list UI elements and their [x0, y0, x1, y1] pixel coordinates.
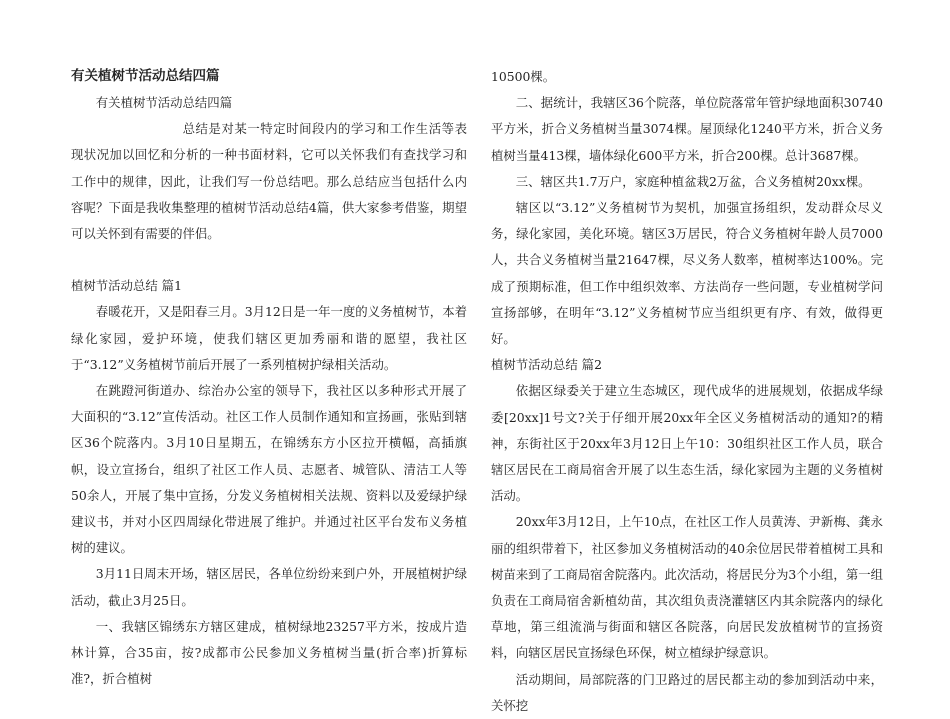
document-title: 有关植树节活动总结四篇 — [71, 68, 220, 84]
right-column — [491, 64, 883, 719]
paragraph: 辖区以“3.12”义务植树节为契机，加强宣扬组织，发动群众尽义务，绿化家园，美化环境。辖区3万居民，符合义务植树年龄人员7000人，共合义务植树当量21647棵，尽义务人数率，植树率达100%。完成了预期标准，但工作中组织效率、方法尚存一些问题，专业植树学问宣扬部够，在明年“3.12”义务植树节应当组织更有序、有效，做得更好。 — [491, 200, 883, 347]
paragraph: 有关植树节活动总结四篇 — [95, 95, 233, 110]
paragraph: 活动期间，局部院落的门卫路过的居民都主动的参加到活动中来，关怀挖 — [491, 671, 883, 713]
paragraph: 20xx年3月12日，上午10点，在社区工作人员黄涛、尹新梅、龚永丽的组织带着下，社区参加义务植树活动的40余位居民带着植树工具和树苗来到了工商局宿舍院落内。此次活动，将居民分为3个小组，第一组负责在工商局宿舍新植幼苗，其次组负责浇灌辖区内其余院落内的绿化草地，第三组流淌与街面和辖区各院落，向居民发放植树节的宣扬资料，向辖区居民宣扬绿色环保，树立植绿护绿意识。 — [491, 514, 883, 661]
paragraph: 在跳蹬河街道办、综治办公室的领导下，我社区以多种形式开展了大面积的“3.12”宣传活动。社区工作人员制作通知和宣扬画，张贴到辖区36个院落内。3月10日星期五，在锦绣东方小区拉开横幅，高插旗帜，设立宣扬台，组织了社区工作人员、志愿者、城管队、清洁工人等50余人，开展了集中宣扬，分发义务植树相关法规、资料以及爱绿护绿建议书，并对小区四周绿化带进展了维护。并通过社区平台发布义务植树的建议。 — [71, 383, 467, 556]
section-heading: 植树节活动总结 篇1 — [71, 278, 182, 294]
paragraph: 10500棵。 — [491, 69, 556, 84]
paragraph: 总结是对某一特定时间段内的学习和工作生活等表现状况加以回忆和分析的一种书面材料，它可以关怀我们有查找学习和工作中的规律，因此，让我们写一份总结吧。那么总结应当包括什么内容呢？下面是我收集整理的植树节活动总结4篇，供大家参考借鉴，期望可以关怀到有需要的伴侣。 — [71, 121, 467, 242]
paragraph: 二、据统计，我辖区36个院落，单位院落常年管护绿地面积30740平方米，折合义务植树当量3074棵。屋顶绿化1240平方米，折合义务植树当量413棵，墙体绿化600平方米，折合200棵。总计3687棵。 — [491, 95, 883, 163]
paragraph: 三、辖区共1.7万户，家庭种植盆栽2万盆，合义务植树20xx棵。 — [515, 173, 871, 189]
paragraph: 3月11日周末开场，辖区居民，各单位纷纷来到户外，开展植树护绿活动，截止3月25日。 — [71, 566, 467, 608]
section-heading: 植树节活动总结 篇2 — [491, 357, 602, 373]
paragraph: 依据区绿委关于建立生态城区，现代成华的进展规划，依据成华绿委[20xx]1号文?关于仔细开展20xx年全区义务植树活动的通知?的精神，东街社区于20xx年3月12日上午10：30组织社区工作人员，联合辖区居民在工商局宿舍开展了以生态生活，绿化家园为主题的义务植树活动。 — [491, 383, 883, 504]
paragraph: 一、我辖区锦绣东方辖区建成，植树绿地23257平方米，按成片造林计算，合35亩，按?成都市公民参加义务植树当量(折合率)折算标准?，折合植树 — [71, 618, 467, 687]
left-column — [71, 64, 467, 692]
paragraph: 春暖花开，又是阳春三月。3月12日是一年一度的义务植树节，本着绿化家园，爱护环境，使我们辖区更加秀丽和谐的愿望，我社区于“3.12”义务植树节前后开展了一系列植树护绿相关活动。 — [71, 304, 467, 372]
